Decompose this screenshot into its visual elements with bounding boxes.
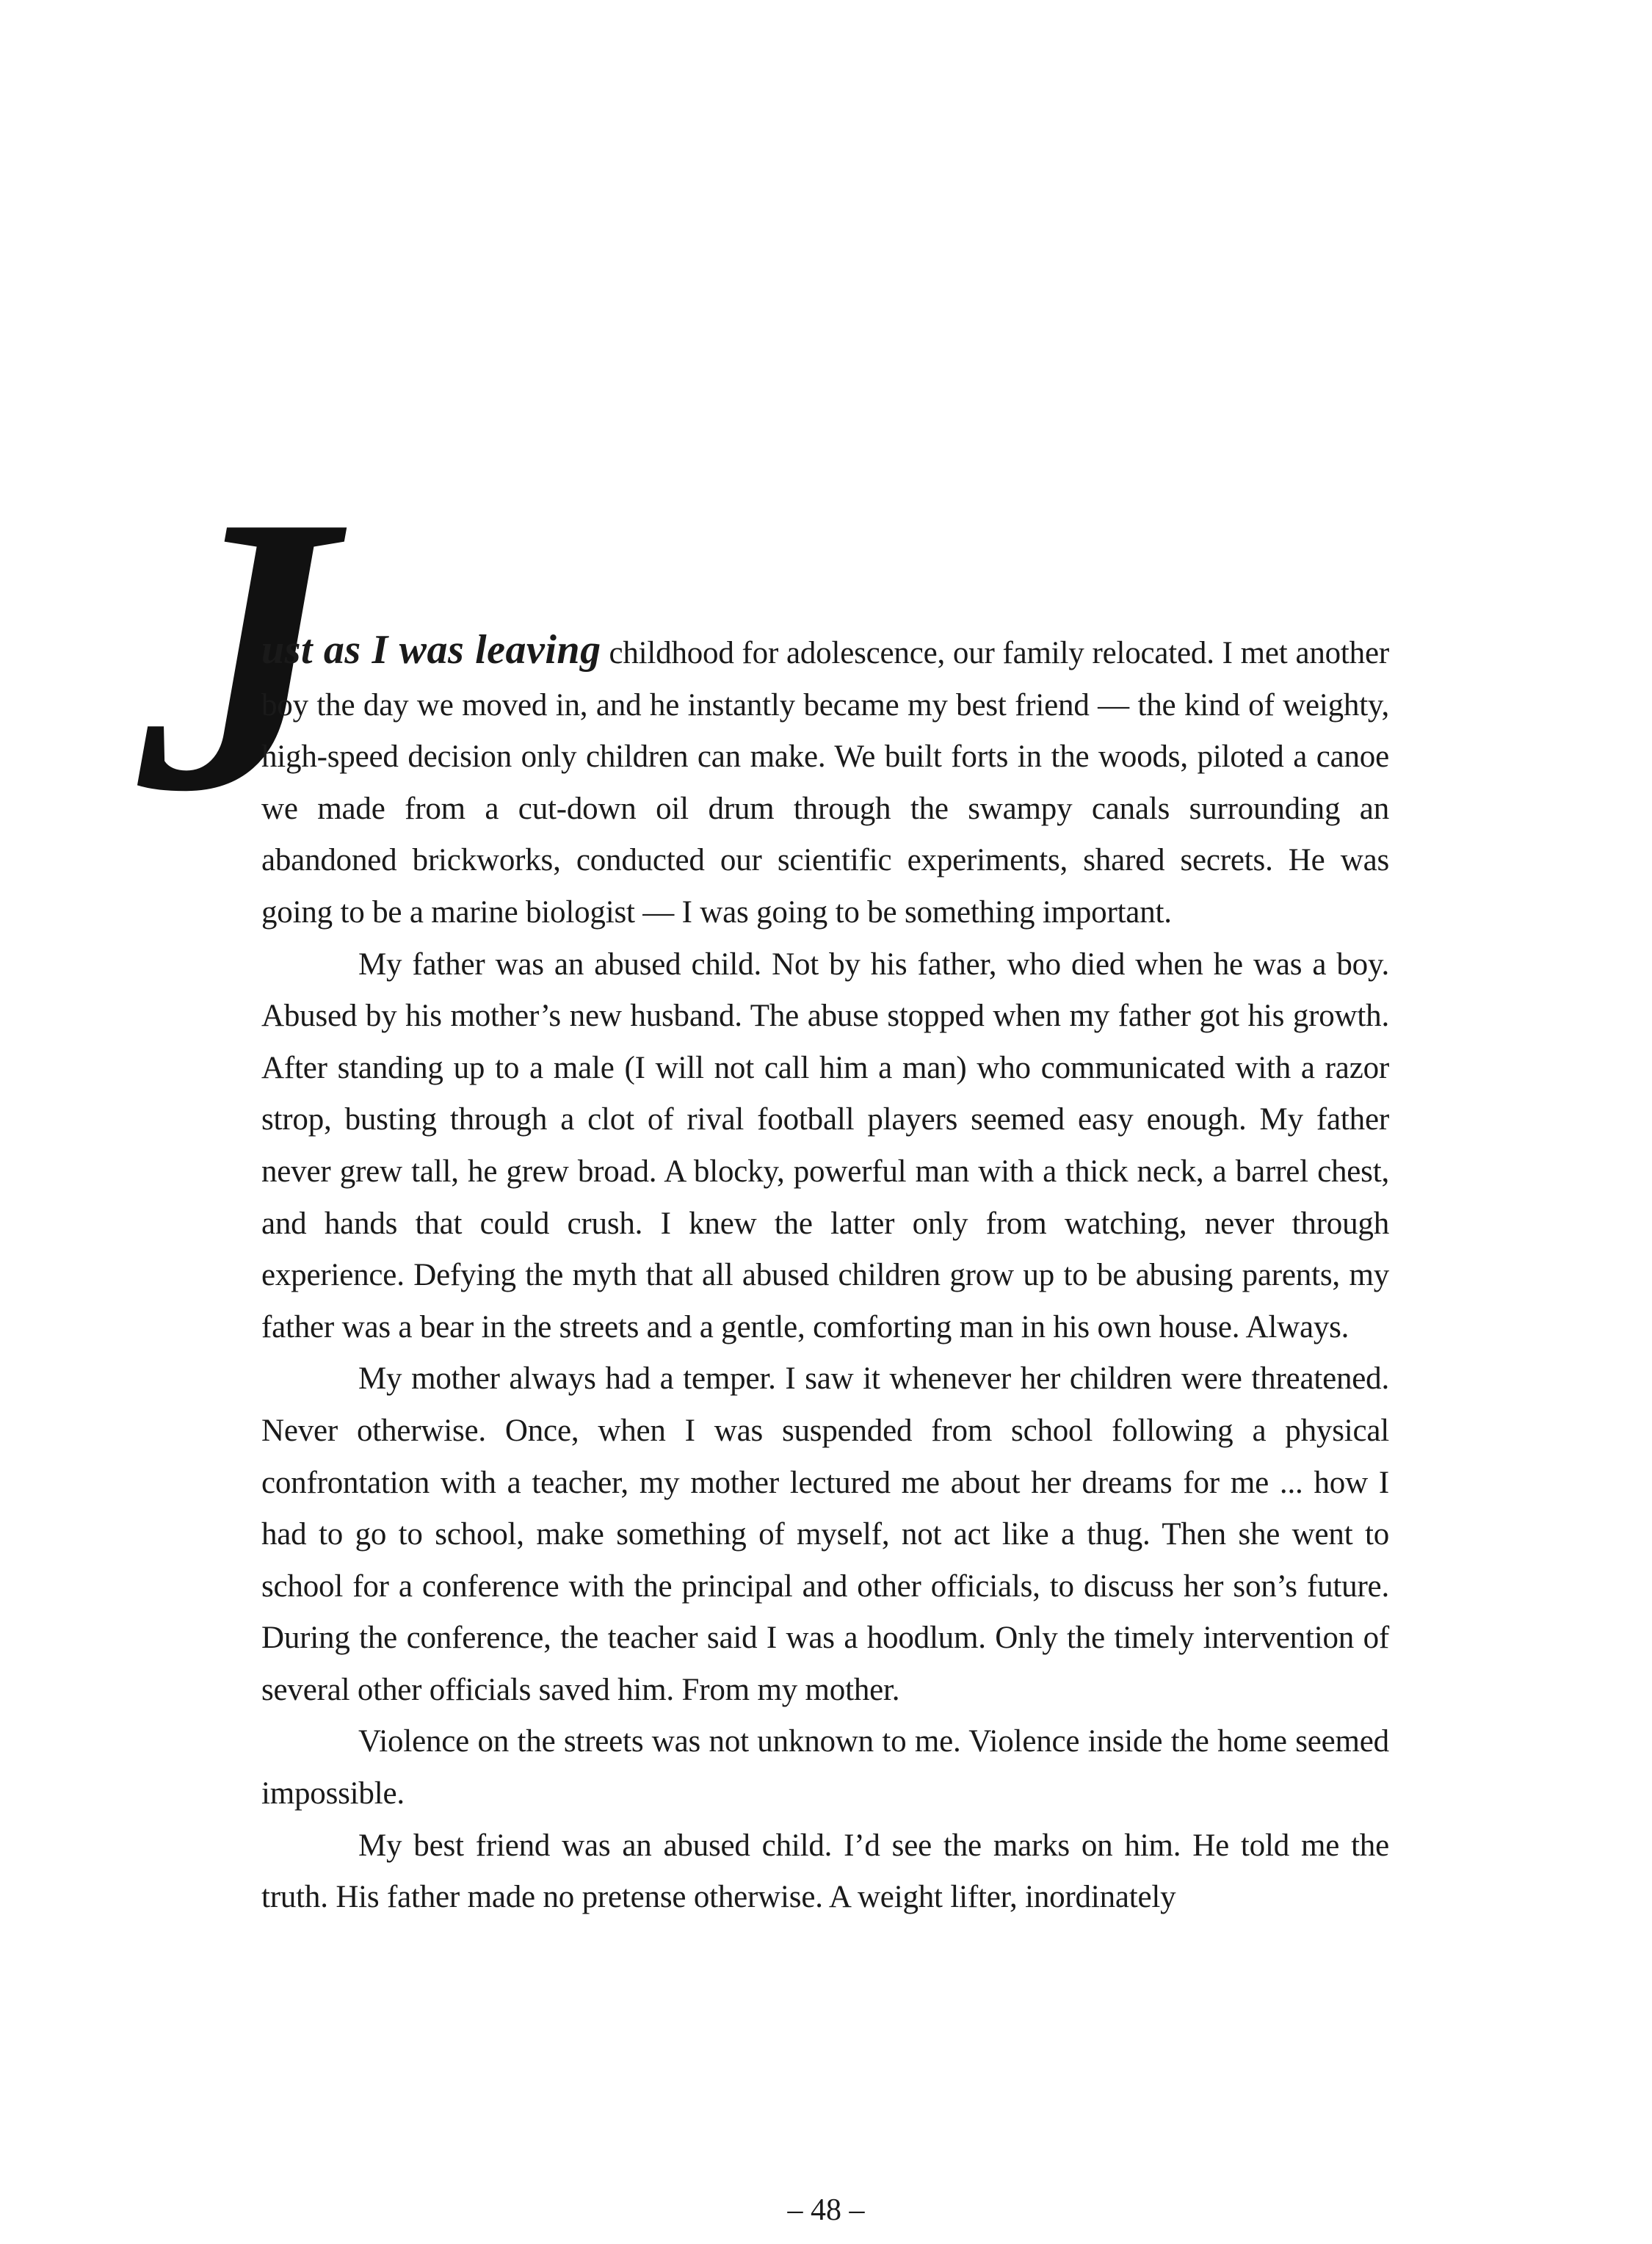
paragraph-2: My father was an abused child. Not by his father, who died when he was a boy. Abused by his mother’s new husband. The abuse stopped when my father got his growth. After standing up to a male (I will not call him a man) who communicated with a razor strop, busting through a clot of rival football players seemed easy enough. My father never grew tall, he grew broad. A blocky, powerful man with a thick neck, a barrel chest, and hands that could crush. I knew the latter only from watching, never through experience. Defying the myth that all abused children grow up to be abusing parents, my father was a bear in the streets and a gentle, comforting man in his own house. Always. bbox=[261, 947, 1389, 1344]
lead-in-phrase: ust as I was leaving bbox=[261, 627, 601, 673]
paragraph-1-text: childhood for adolescence, our family relocated. I met another boy the day we moved in, and he instantly became my best friend — the kind of weighty, high-speed decision only children can make. We built forts in the woods, piloted a canoe we made from a cut-down oil drum through the swampy canals surrounding an abandoned brickworks, conducted our scientific experiments, shared secrets. He was going to be a marine biologist — I was going to be something important. bbox=[261, 636, 1389, 930]
page-number: – 48 – bbox=[787, 2193, 865, 2227]
paragraph-3: My mother always had a temper. I saw it whenever her children were threatened. Never otherwise. Once, when I was suspended from school following a physical confrontation with a teacher, my mother lectured me about her dreams for me ... how I had to go to school, make something of myself, not act like a thug. Then she went to school for a conference with the principal and other officials, to discuss her son’s future. During the conference, the teacher said I was a hoodlum. Only the timely intervention of several other officials saved him. From my mother. bbox=[261, 1361, 1389, 1707]
drop-cap-letter: J bbox=[138, 434, 336, 873]
paragraph-5: My best friend was an abused child. I’d see the marks on him. He told me the truth. His father made no pretense otherwise. A weight lifter, inordinately bbox=[261, 1828, 1389, 1915]
paragraph-4: Violence on the streets was not unknown to me. Violence inside the home seemed impossible. bbox=[261, 1724, 1389, 1812]
body-text bbox=[261, 624, 1389, 1924]
paragraph-1 bbox=[261, 624, 1389, 939]
